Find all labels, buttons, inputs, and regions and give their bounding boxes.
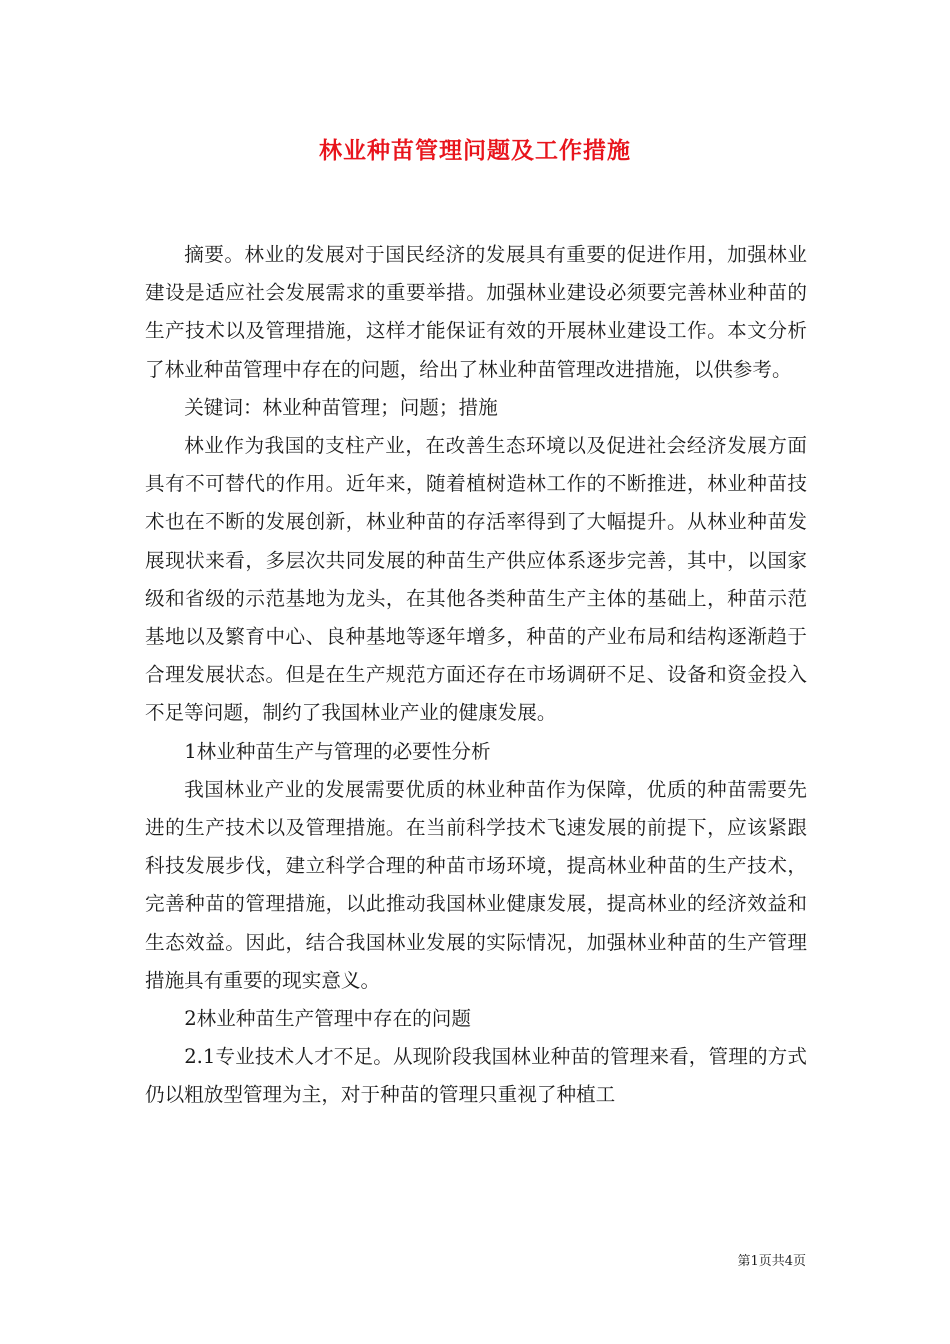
document-body	[145, 236, 807, 1115]
page-number-footer: 第1页共4页	[737, 1254, 806, 1269]
section-heading-1: 1林业种苗生产与管理的必要性分析	[184, 739, 491, 763]
intro-paragraph: 林业作为我国的支柱产业，在改善生态环境以及促进社会经济发展方面具有不可替代的作用。近年来，随着植树造林工作的不断推进，林业种苗技术也在不断的发展创新，林业种苗的存活率得到了大幅提升。从林业种苗发展现状来看，多层次共同发展的种苗生产供应体系逐步完善，其中，以国家级和省级的示范基地为龙头，在其他各类种苗生产主体的基础上，种苗示范基地以及繁育中心、良种基地等逐年增多，种苗的产业布局和结构逐渐趋于合理发展状态。但是在生产规范方面还存在市场调研不足、设备和资金投入不足等问题，制约了我国林业产业的健康发展。	[145, 434, 807, 725]
section-heading-2: 2林业种苗生产管理中存在的问题	[184, 1007, 471, 1031]
keywords-paragraph: 关键词：林业种苗管理；问题；措施	[184, 395, 498, 419]
abstract-paragraph: 摘要。林业的发展对于国民经济的发展具有重要的促进作用，加强林业建设是适应社会发展需求的重要举措。加强林业建设必须要完善林业种苗的生产技术以及管理措施，这样才能保证有效的开展林业建设工作。本文分析了林业种苗管理中存在的问题，给出了林业种苗管理改进措施，以供参考。	[145, 243, 807, 381]
section-1-paragraph: 我国林业产业的发展需要优质的林业种苗作为保障，优质的种苗需要先进的生产技术以及管理措施。在当前科学技术飞速发展的前提下，应该紧跟科技发展步伐，建立科学合理的种苗市场环境，提高林业种苗的生产技术，完善种苗的管理措施，以此推动我国林业健康发展，提高林业的经济效益和生态效益。因此，结合我国林业发展的实际情况，加强林业种苗的生产管理措施具有重要的现实意义。	[145, 777, 807, 992]
section-2-1-paragraph: 2.1专业技术人才不足。从现阶段我国林业种苗的管理来看，管理的方式仍以粗放型管理为主，对于种苗的管理只重视了种植工	[145, 1045, 807, 1107]
document-title: 林业种苗管理问题及工作措施	[319, 137, 631, 164]
